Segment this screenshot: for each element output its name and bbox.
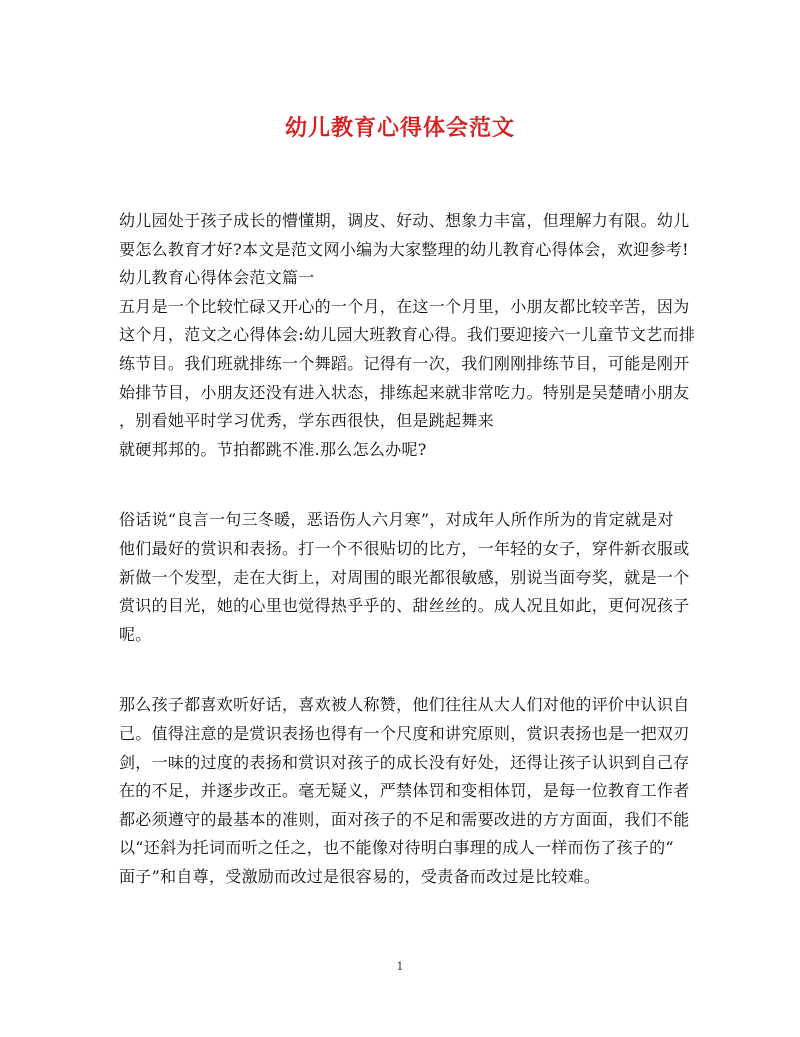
text-line: 面子”和自尊，受激励而改过是很容易的，受责备而改过是比较难。 bbox=[119, 866, 601, 886]
text-line: 五月是一个比较忙碌又开心的一个月，在这一个月里，小朋友都比较辛苦，因为 bbox=[119, 296, 690, 316]
text-line: 新做一个发型，走在大街上，对周围的眼光都很敏感，别说当面夸奖，就是一个 bbox=[119, 567, 690, 587]
text-line: 幼儿教育心得体会范文篇一 bbox=[119, 268, 315, 288]
document-body bbox=[119, 207, 696, 891]
text-line: 以“还斜为托词而听之任之，也不能像对待明白事理的成人一样而伤了孩子的“ bbox=[119, 838, 674, 858]
paragraph-gap bbox=[119, 649, 679, 691]
text-line: 剑，一味的过度的表扬和赏识对孩子的成长没有好处，还得让孩子认识到自己存 bbox=[119, 752, 690, 772]
text-line: ，别看她平时学习优秀，学东西很快，但是跳起舞来 bbox=[119, 411, 494, 431]
text-line: 赏识的目光，她的心里也觉得热乎乎的、甜丝丝的。成人况且如此，更何况孩子 bbox=[119, 596, 690, 616]
paragraph-2 bbox=[119, 506, 690, 649]
text-line: 己。值得注意的是赏识表扬也得有一个尺度和讲究原则，赏识表扬也是一把双刃 bbox=[119, 723, 690, 743]
text-line: 都必须遵守的最基本的准则，面对孩子的不足和需要改进的方方面面，我们不能 bbox=[119, 809, 690, 829]
text-line: 那么孩子都喜欢听好话，喜欢被人称赞，他们往往从大人们对他的评价中认识自 bbox=[119, 695, 690, 715]
text-line: 幼儿园处于孩子成长的懵懂期，调皮、好动、想象力丰富，但理解力有限。幼儿 bbox=[119, 211, 690, 230]
paragraph-gap bbox=[119, 464, 679, 506]
text-line: 他们最好的赏识和表扬。打一个不很贴切的比方，一年轻的女子，穿件新衣服或 bbox=[119, 538, 690, 558]
text-line: 就硬邦邦的。节拍都跳不准.那么怎么办呢? bbox=[119, 439, 427, 459]
paragraph-3 bbox=[119, 691, 690, 891]
document-title: 幼儿教育心得体会范文 bbox=[284, 115, 515, 141]
text-line: 俗话说“良言一句三冬暖，恶语伤人六月寒”，对成年人所作所为的肯定就是对 bbox=[119, 510, 674, 530]
page-number: 1 bbox=[396, 960, 404, 973]
text-line: 要怎么教育才好?本文是范文网小编为大家整理的幼儿教育心得体会，欢迎参考! bbox=[119, 239, 689, 259]
text-line: 始排节目，小朋友还没有进入状态，排练起来就非常吃力。特别是吴楚晴小朋友 bbox=[119, 382, 690, 402]
paragraph-1 bbox=[119, 207, 696, 464]
text-line: 在的不足，并逐步改正。毫无疑义，严禁体罚和变相体罚，是每一位教育工作者 bbox=[119, 781, 690, 801]
text-line: 呢。 bbox=[119, 624, 152, 644]
text-line: 练节目。我们班就排练一个舞蹈。记得有一次，我们刚刚排练节目，可能是刚开 bbox=[119, 353, 690, 373]
text-line: 这个月，范文之心得体会:幼儿园大班教育心得。我们要迎接六一儿童节文艺而排 bbox=[119, 325, 696, 345]
